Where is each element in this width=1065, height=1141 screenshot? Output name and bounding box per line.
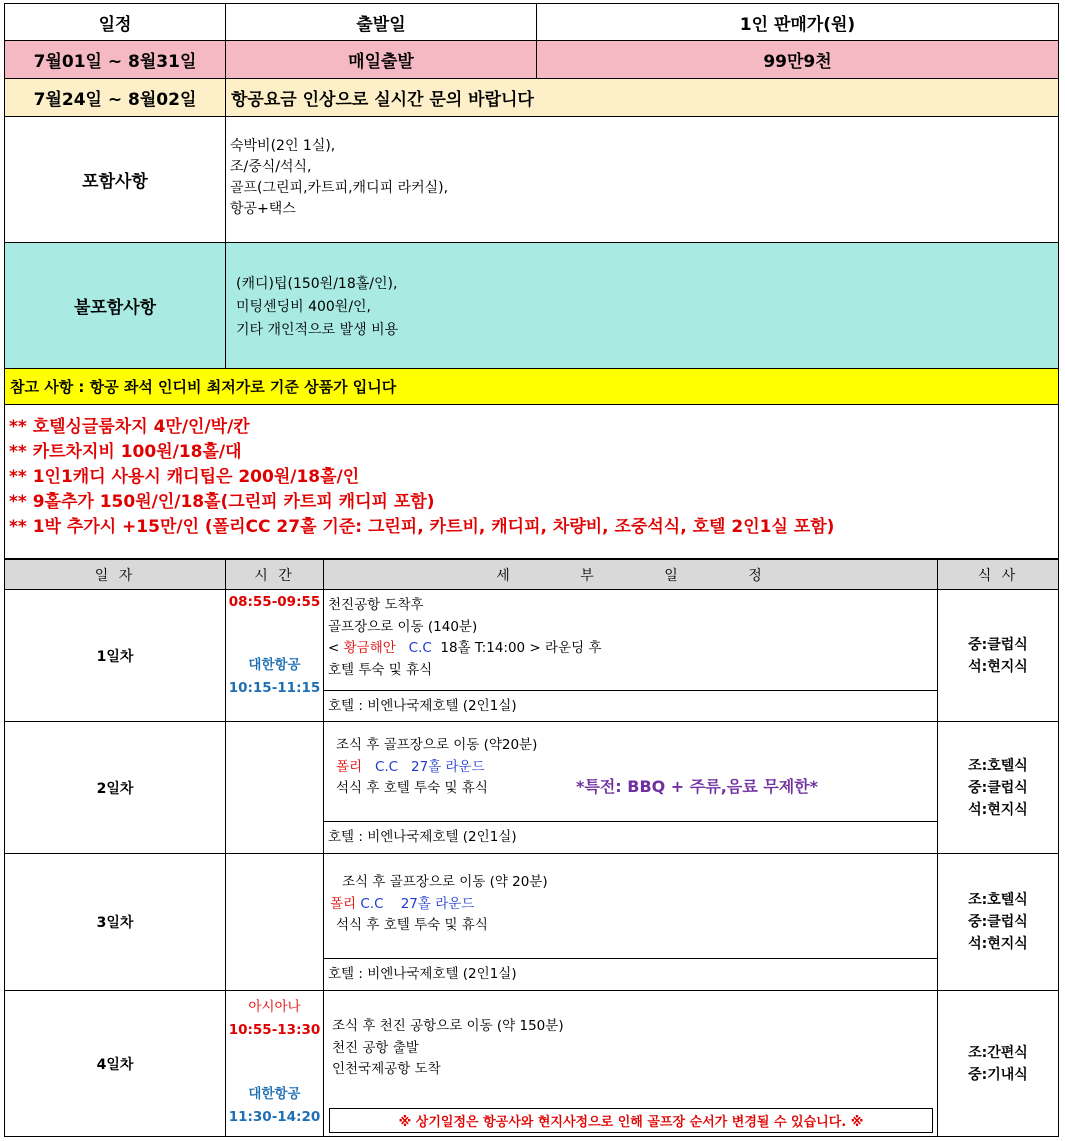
meal-item: 중:클럽식 [968, 636, 1028, 653]
row1-departure: 매일출발 [225, 40, 537, 79]
day2-label: 2일차 [4, 721, 226, 854]
meal-item: 조:호텔식 [968, 892, 1028, 908]
includes-line: 골프(그린피,카트피,캐디피 라커실), [230, 180, 449, 196]
reference-note: 참고 사항 : 항공 좌석 인디비 최저가로 기준 상품가 입니다 [4, 368, 1059, 405]
day4-flight-time-1: 10:55-13:30 [228, 1022, 321, 1038]
day3-line: 석식 후 호텔 투숙 및 휴식 [336, 917, 488, 933]
day4-line: 천진 공항 출발 [332, 1039, 419, 1056]
day2-evening: 석식 후 호텔 투숙 및 휴식 [336, 780, 488, 796]
day3-time [225, 853, 324, 991]
day3-label: 3일차 [4, 853, 226, 991]
includes-line: 조/중식/석식, [230, 159, 312, 175]
extra-notes [4, 404, 1059, 560]
day2-line [336, 757, 937, 779]
meal-item: 중:클럽식 [968, 779, 1028, 796]
course-holes: 27홀 라운드 [400, 895, 475, 912]
day3-line [330, 894, 937, 916]
col-header-meal: 식 사 [937, 559, 1059, 590]
meal-list [968, 634, 1028, 678]
meal-list [968, 1042, 1028, 1086]
meal-list [968, 889, 1028, 955]
excludes-line: 미팅센딩비 400원/인, [236, 299, 372, 315]
day2-hotel: 호텔 : 비엔나국제호텔 (2인1실) [323, 821, 938, 854]
day1-line [328, 638, 937, 660]
day1-detail [323, 589, 938, 691]
excludes-line: 기타 개인적으로 발생 비용 [236, 322, 399, 338]
meal-item: 석:현지식 [968, 658, 1028, 675]
day4-flight-time-2: 11:30-14:20 [228, 1109, 321, 1125]
day4-line: 인천국제공항 도착 [332, 1061, 441, 1077]
day3-detail [323, 853, 938, 959]
includes-line: 숙박비(2인 1실), [230, 138, 336, 154]
day1-time [225, 589, 324, 722]
day3-hotel: 호텔 : 비엔나국제호텔 (2인1실) [323, 958, 938, 991]
day1-line: 천진공항 도착후 [328, 597, 424, 613]
col-header-day: 일 자 [4, 559, 226, 590]
note-line: ** 카트차지비 100원/18홀/대 [9, 442, 242, 462]
course-cc: C.C [360, 895, 384, 912]
row1-price: 99만9천 [536, 40, 1059, 79]
course-info: 18홀 T:14:00 > 라운딩 후 [440, 640, 602, 656]
day2-time [225, 721, 324, 854]
course-holes: 27홀 라운드 [411, 758, 485, 775]
day4-line: 조식 후 천진 공항으로 이동 (약 150분) [332, 1018, 564, 1034]
row2-notice: 항공요금 인상으로 실시간 문의 바랍니다 [225, 78, 1059, 117]
note-line: ** 9홀추가 150원/인/18홀(그린피 카트피 캐디피 포함) [9, 492, 435, 512]
header-departure: 출발일 [225, 3, 537, 41]
course-bracket: < [328, 640, 344, 656]
excludes-list [225, 242, 1059, 369]
note-line: ** 1박 추가시 +15만/인 (폴리CC 27홀 기준: 그린피, 카트비, 캐디피, 차량비, 조중석식, 호텔 2인1실 포함) [9, 517, 835, 537]
detail-header-text: 세 부 일 정 [496, 567, 765, 584]
meal-item: 석:현지식 [968, 801, 1028, 818]
day3-line: 조식 후 골프장으로 이동 (약 20분) [342, 874, 548, 890]
meal-list [968, 755, 1028, 821]
day4-label: 4일차 [4, 990, 226, 1137]
includes-list [225, 116, 1059, 243]
includes-line: 항공+택스 [230, 201, 296, 217]
meal-item: 중:기내식 [968, 1066, 1028, 1083]
day2-line [336, 778, 937, 800]
day1-line: 골프장으로 이동 (140분) [328, 618, 478, 635]
day4-airline-1: 아시아나 [248, 999, 301, 1015]
day1-hotel: 호텔 : 비엔나국제호텔 (2인1실) [323, 690, 938, 722]
day4-airline-2: 대한항공 [248, 1086, 301, 1102]
row1-period: 7월01일 ~ 8월31일 [4, 40, 226, 79]
day1-meals [937, 589, 1059, 722]
day2-line: 조식 후 골프장으로 이동 (약20분) [336, 737, 538, 753]
meal-item: 조:간편식 [968, 1044, 1028, 1061]
excludes-line: (캐디)팁(150원/18홀/인), [236, 276, 398, 292]
includes-label: 포함사항 [4, 116, 226, 243]
day2-meals [937, 721, 1059, 854]
note-line: ** 호텔싱글룸차지 4만/인/박/칸 [9, 417, 250, 437]
course-cc: C.C [408, 640, 432, 656]
meal-item: 중:클럽식 [968, 914, 1028, 930]
course-name: 황금해안 [343, 640, 396, 656]
day3-meals [937, 853, 1059, 991]
day4-meals [937, 990, 1059, 1137]
day1-label: 1일차 [4, 589, 226, 722]
col-header-time: 시 간 [225, 559, 324, 590]
day4-footnote: ※ 상기일정은 항공사와 현지사정으로 인해 골프장 순서가 변경될 수 있습니다. ※ [329, 1108, 933, 1133]
day1-flight-time: 08:55-09:55 [228, 594, 321, 610]
day1-line: 호텔 투숙 및 휴식 [328, 661, 433, 678]
course-cc: C.C [374, 758, 399, 775]
meal-item: 석:현지식 [968, 936, 1028, 952]
meal-item: 조:호텔식 [968, 757, 1028, 774]
excludes-label: 불포함사항 [4, 242, 226, 369]
course-name: 폴리 [336, 758, 363, 775]
day1-airline: 대한항공 [248, 657, 301, 673]
col-header-detail [323, 559, 938, 590]
row2-period: 7월24일 ~ 8월02일 [4, 78, 226, 117]
day1-flight-time-2: 10:15-11:15 [228, 680, 321, 696]
header-schedule: 일정 [4, 3, 226, 41]
header-price: 1인 판매가(원) [536, 3, 1059, 41]
day2-special: *특전: BBQ + 주류,음료 무제한* [576, 777, 818, 796]
course-name: 폴리 [330, 895, 357, 912]
day2-detail [323, 721, 938, 822]
day4-time [225, 990, 324, 1137]
note-line: ** 1인1캐디 사용시 캐디팁은 200원/18홀/인 [9, 467, 360, 487]
